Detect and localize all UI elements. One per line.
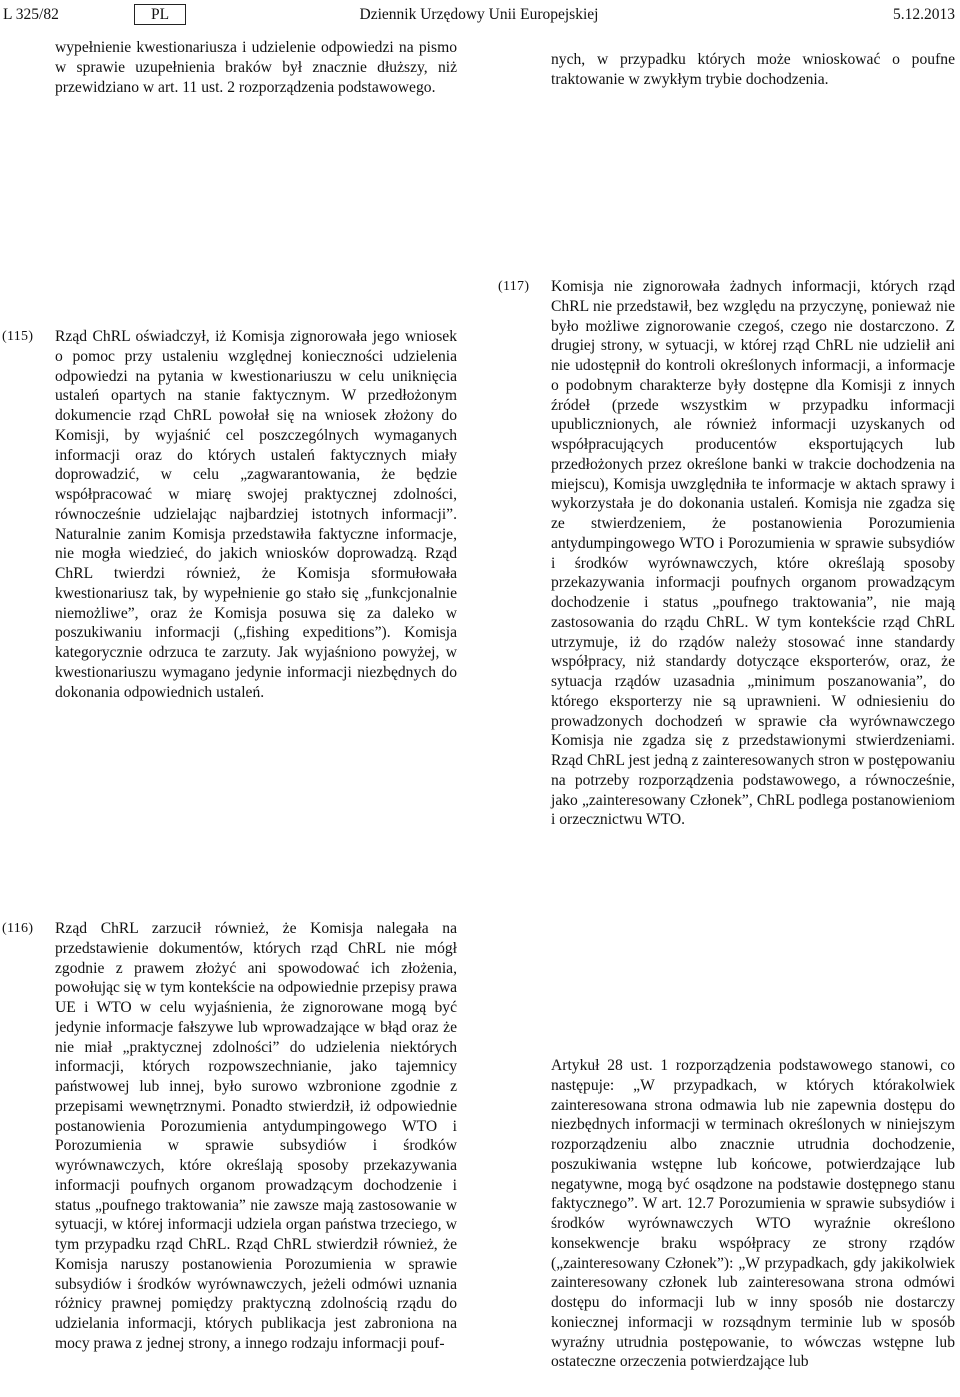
paragraph-115-text: Rząd ChRL oświadczył, iż Komisja zignorowała jego wniosek o pomoc przy ustaleniu względnej konieczności udzielenia odpowiedzi na pytania w kwestionariuszu w celu uniknięcia ustaleń opartych na stanie faktycznym. W przedłożonym dokumencie rząd ChRL powołał się na wniosek złożony do Komisji, by wyjaśnić cel poszczególnych wymaganych informacji oraz do których ustaleń faktycznych miały doprowadzić, w celu „zagwarantowania, że będzie współpracować w miarę swojej praktycznej zdolności, równocześnie udzielając najbardziej istotnych informacji”. Naturalnie zanim Komisja przedstawiła faktyczne informacje, nie mogła wiedzieć, do jakich wniosków doprowadzą. Rząd ChRL twierdzi również, że Komisja sformułowała kwestionariusz tak, by wypełnienie go stało się „funkcjonalnie niemożliwe”, oraz że Komisja posuwa się za daleko w poszukiwaniu informacji („fishing expeditions”). Komisja kategorycznie odrzuca te zarzuty. Jak wyjaśniono powyżej, w kwestionariuszu wymagano jedynie informacji niezbędnych do dokonania odpowiednich ustaleń. (55, 328, 457, 701)
paragraph-number-115: (115) (2, 329, 34, 344)
paragraph-117-text: Komisja nie zignorowała żadnych informacji, których rząd ChRL nie przedstawił, bez względu na przyczynę, ponieważ nie było możliwe zignorowanie czegoś, czego nie dostarczono. Z drugiej strony, w sytuacji, w której rząd ChRL nie udzielił ani nie udostępnił do kontroli określonych informacji, a informacje o podobnym charakterze były dostępne dla Komisji z innych źródeł (przede wszystkim w przypadku informacji upublicznionych, ale również informacji uzyskanych od współpracujących producentów eksportujących lub przedłożonych przez określone banki w trakcie dochodzenia na miejscu), Komisja uwzględniła te informacje w aktach sprawy i wykorzystała je do dokonania ustaleń. Komisja nie zgadza się ze stwierdzeniem, że postanowienia Porozumienia antydumpingowego WTO i Porozumienia w sprawie subsydiów i środków wyrównawczych, które określają sposoby przekazywania informacji poufnych organom prowadzącym dochodzenie i status „poufnego traktowania”, nie mają zastosowania do rządu ChRL. W tym kontekście rząd ChRL utrzymuje, iż do rządów należy stosować inne standardy współpracy, niż standardy dotyczące eksporterów, oraz, że sytuacja rządów uzasadnia „minimum poszanowania”, do którego eksporterzy nie są uprawnieni. W odniesieniu do prowadzonych dochodzeń w sprawie cła wyrównawczego Komisja nie zgadza się z przedstawionymi stwierdzeniami. Rząd ChRL jest jedną z zainteresowanych stron w postępowaniu na potrzeby rozporządzenia podstawowego, a równocześnie, jako „zainteresowany Członek”, ChRL podlega postanowieniom i orzecznictwu WTO. (551, 278, 955, 829)
paragraph-116-text: Rząd ChRL zarzucił również, że Komisja nalegała na przedstawienie dokumentów, których rząd ChRL nie mógł zgodnie z prawem złożyć ani spowodować ich złożenia, powołując się w tym kontekście na odpowiednie przepisy prawa UE i WTO w celu wyjaśnienia, że zignorowane mogą być jedynie informacje fałszywe lub wprowadzające w błąd oraz że nie miał „praktycznej zdolności” do udzielenia niektórych informacji, których rozpowszechnianie, jako tajemnicy państwowej lub innej, było surowo wzbronione zgodnie z przepisami wewnętrznymi. Ponadto stwierdził, iż odpowiednie postanowienia Porozumienia antydumpingowego WTO i Porozumienia w sprawie subsydiów i środków wyrównawczych, które określają sposoby przekazywania informacji poufnych organom prowadzącym dochodzenie i status „poufnego traktowania” nie zawsze mają zastosowanie w sytuacji, w której informacji udziela organ państwa trzeciego, w tym przypadku rząd ChRL. Rząd ChRL stwierdził również, że Komisja naruszy postanowienia Porozumienia w sprawie subsydiów i środków wyrównawczych, jeżeli odmówi uznania różnicy prawnej pomiędzy praktyczną zdolnością rządu do udzielania informacji, których publikacja jest zabroniona na mocy prawa z jednej strony, a innego rodzaju informacji pouf- (55, 920, 457, 1352)
publication-date: 5.12.2013 (893, 6, 955, 23)
page-header (3, 4, 955, 28)
right-continuation (551, 50, 955, 90)
right-bottom-text (551, 1056, 955, 1395)
journal-title: Dziennik Urzędowy Unii Europejskiej (359, 6, 599, 23)
paragraph-116 (55, 919, 457, 1395)
right-bottom-paragraph: Artykuł 28 ust. 1 rozporządzenia podstawowego stanowi, co następuje: „W przypadkach, w których którakolwiek zainteresowana strona odmawia lub nie zapewnia dostępu do niezbędnych informacji w terminach określonych w niniejszym rozporządzeniu albo znacznie utrudnia dochodzenie, poszukiwania wstępne lub końcowe, potwierdzające lub negatywne, mogą być osądzone na podstawie dostępnego stanu faktycznego”. W art. 12.7 Porozumienia w sprawie subsydiów i środków wyrównawczych WTO wyraźnie określono konsekwencje braku współpracy ze strony rządów („zainteresowany Członek”): „W przypadkach, gdy jakikolwiek zainteresowany członek lub zainteresowana strona odmówi dostępu do informacji lub w inny sposób nie dostarczy koniecznej informacji w rozsądnym terminie lub w sposób wyraźny utrudnia postępowanie, to wówczas wstępne lub ostateczne orzeczenia potwierdzające lub (551, 1057, 955, 1371)
right-continuation-text: nych, w przypadku których może wnioskować o poufne traktowanie w zwykłym trybie dochodzenia. (551, 51, 955, 88)
paragraph-115 (55, 327, 457, 702)
page-reference: L 325/82 (3, 6, 59, 23)
paragraph-number-116: (116) (2, 921, 34, 936)
paragraph-117 (551, 277, 955, 830)
paragraph-number-117: (117) (498, 279, 530, 294)
left-continuation-text: wypełnienie kwestionariusza i udzielenie odpowiedzi na pismo w sprawie uzupełnienia braków był znacznie dłuższy, niż przewidziano w art. 11 ust. 2 rozporządzenia podstawowego. (55, 39, 457, 96)
language-badge: PL (134, 4, 186, 25)
left-continuation (55, 38, 457, 97)
